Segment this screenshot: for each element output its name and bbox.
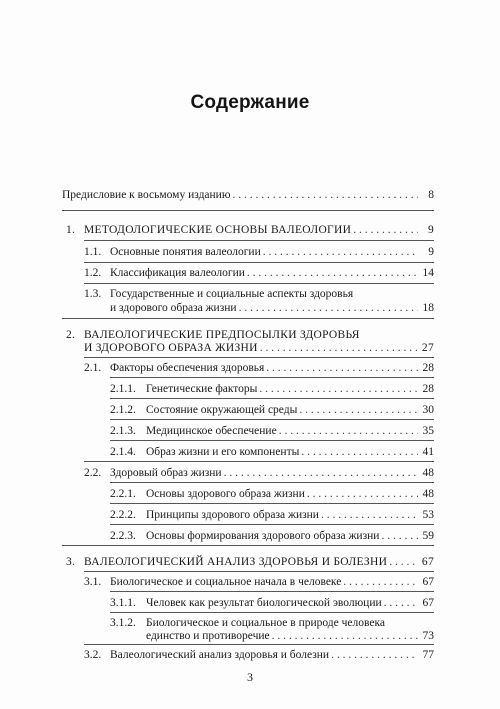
- divider: [84, 357, 434, 358]
- section-number: 2.2.: [84, 467, 102, 479]
- divider: [110, 612, 434, 613]
- toc-entry-page: 59: [422, 530, 434, 542]
- leader-dots: [232, 188, 418, 202]
- toc-subsection-2-1-3[interactable]: [146, 424, 434, 438]
- subsection-number: 2.1.4.: [110, 446, 136, 458]
- leader-dots: [307, 487, 418, 501]
- leader-dots: [384, 596, 418, 610]
- subsection-number: 3.1.1.: [110, 597, 136, 609]
- subsection-number: 2.2.2.: [110, 509, 136, 521]
- toc-entry-text: Основы формирования здорового образа жизни: [146, 530, 380, 542]
- toc-entry-text: Основы здорового образа жизни: [146, 488, 305, 500]
- leader-dots: [224, 466, 418, 480]
- divider: [110, 503, 434, 504]
- toc-entry-text: Человек как результат биологической эволюции: [146, 597, 382, 609]
- toc-entry-page: 67: [422, 576, 434, 588]
- leader-dots: [259, 382, 418, 396]
- section-number: 1.3.: [84, 288, 102, 300]
- toc-section-1-2[interactable]: [110, 266, 434, 280]
- leader-dots: [343, 575, 418, 589]
- divider: [62, 318, 434, 319]
- toc-section-3-2[interactable]: [110, 648, 434, 662]
- divider: [110, 398, 434, 399]
- leader-dots: [247, 266, 418, 280]
- toc-entry-page: 9: [427, 224, 434, 236]
- chapter-number: 2.: [66, 329, 76, 341]
- divider: [110, 377, 434, 378]
- leader-dots: [279, 424, 418, 438]
- toc-subsection-2-2-3[interactable]: [146, 529, 434, 543]
- leader-dots: [381, 529, 418, 543]
- toc-entry-text-line1: Биологическое и социальное в природе человека: [146, 617, 385, 629]
- leader-dots: [272, 629, 418, 643]
- toc-entry-text: Генетические факторы: [146, 383, 258, 395]
- toc-entry-page: 35: [422, 425, 434, 437]
- toc-entry-text-line1: ВАЛЕОЛОГИЧЕСКИЕ ПРЕДПОСЫЛКИ ЗДОРОВЬЯ: [84, 329, 360, 341]
- toc-chapter-3[interactable]: [84, 555, 434, 569]
- divider: [84, 461, 434, 462]
- toc-entry-page: 41: [422, 446, 434, 458]
- subsection-number: 3.1.2.: [110, 617, 136, 629]
- toc-entry-page: 28: [422, 362, 434, 374]
- toc-entry-page: 18: [422, 302, 434, 314]
- divider: [84, 262, 434, 263]
- leader-dots: [389, 555, 418, 569]
- divider: [62, 545, 434, 546]
- divider: [110, 440, 434, 441]
- divider: [110, 419, 434, 420]
- divider: [110, 591, 434, 592]
- toc-entry-page: 27: [421, 342, 434, 354]
- toc-section-2-2[interactable]: [110, 466, 434, 480]
- toc-subsection-3-1-2[interactable]: [146, 629, 434, 643]
- toc-entry-page: 67: [421, 556, 434, 568]
- page-title: Содержание: [190, 92, 310, 113]
- toc-entry-text: Основные понятия валеологии: [110, 246, 261, 258]
- section-number: 3.1.: [84, 576, 102, 588]
- toc-chapter-2[interactable]: [84, 341, 434, 355]
- toc-entry-text: Образ жизни и его компоненты: [146, 446, 300, 458]
- toc-entry-text: Медицинское обеспечение: [146, 425, 277, 437]
- toc-entry-page: 67: [422, 597, 434, 609]
- toc-section-1-3[interactable]: [110, 301, 434, 315]
- toc-chapter-1[interactable]: [84, 223, 434, 237]
- divider: [84, 571, 434, 572]
- toc-section-3-1[interactable]: [110, 575, 434, 589]
- toc-entry-page: 14: [422, 267, 434, 279]
- section-number: 1.2.: [84, 267, 102, 279]
- toc-entry-text: Состояние окружающей среды: [146, 404, 298, 416]
- toc-entry-page: 53: [422, 509, 434, 521]
- toc-entry-page: 28: [422, 383, 434, 395]
- leader-dots: [266, 361, 418, 375]
- section-number: 3.2.: [84, 649, 102, 661]
- leader-dots: [260, 341, 418, 355]
- subsection-number: 2.1.1.: [110, 383, 136, 395]
- toc-subsection-2-1-4[interactable]: [146, 445, 434, 459]
- toc-subsection-3-1-1[interactable]: [146, 596, 434, 610]
- toc-entry-text: Биологическое и социальное начала в человеке: [110, 576, 342, 588]
- toc-section-1-1[interactable]: [110, 245, 434, 259]
- divider: [62, 210, 434, 211]
- toc-entry-text: Предисловие к восьмому изданию: [62, 189, 231, 201]
- chapter-number: 1.: [66, 224, 76, 236]
- toc-entry-page: 73: [422, 630, 434, 642]
- toc-entry-text: МЕТОДОЛОГИЧЕСКИЕ ОСНОВЫ ВАЛЕОЛОГИИ: [84, 224, 352, 236]
- toc-entry-text: ВАЛЕОЛОГИЧЕСКИЙ АНАЛИЗ ЗДОРОВЬЯ И БОЛЕЗНИ: [84, 556, 388, 568]
- section-number: 2.1.: [84, 362, 102, 374]
- subsection-number: 2.2.3.: [110, 530, 136, 542]
- toc-entry-text: Здоровый образ жизни: [110, 467, 222, 479]
- leader-dots: [301, 445, 418, 459]
- toc-entry-page: 30: [422, 404, 434, 416]
- divider: [84, 644, 434, 645]
- toc-subsection-2-2-2[interactable]: [146, 508, 434, 522]
- toc-subsection-2-1-1[interactable]: [146, 382, 434, 396]
- leader-dots: [263, 245, 418, 259]
- subsection-number: 2.2.1.: [110, 488, 136, 500]
- divider: [84, 240, 434, 241]
- toc-entry-page: 48: [422, 488, 434, 500]
- toc-entry-text: Принципы здорового образа жизни: [146, 509, 319, 521]
- toc-entry-page: 77: [422, 649, 434, 661]
- toc-entry-page: 8: [428, 189, 434, 201]
- toc-entry-page: 48: [422, 467, 434, 479]
- toc-entry-text: Валеологический анализ здоровья и болезни: [110, 649, 330, 661]
- subsection-number: 2.1.2.: [110, 404, 136, 416]
- section-number: 1.1.: [84, 246, 102, 258]
- chapter-number: 3.: [66, 556, 76, 568]
- divider: [84, 283, 434, 284]
- toc-entry-text: И ЗДОРОВОГО ОБРАЗА ЖИЗНИ: [84, 342, 258, 354]
- toc-entry-preface[interactable]: [62, 188, 434, 202]
- divider: [110, 524, 434, 525]
- toc-entry-text-line1: Государственные и социальные аспекты здоровья: [110, 288, 354, 300]
- toc-entry-page: 9: [428, 246, 434, 258]
- toc-section-2-1[interactable]: [110, 361, 434, 375]
- toc-subsection-2-2-1[interactable]: [146, 487, 434, 501]
- leader-dots: [299, 403, 418, 417]
- leader-dots: [353, 223, 418, 237]
- toc-subsection-2-1-2[interactable]: [146, 403, 434, 417]
- leader-dots: [331, 648, 418, 662]
- leader-dots: [321, 508, 418, 522]
- toc-entry-text: Классификация валеологии: [110, 267, 245, 279]
- page-number: 3: [247, 670, 253, 684]
- toc-entry-text: и здорового образа жизни: [110, 302, 237, 314]
- toc-entry-text: единство и противоречие: [146, 630, 270, 642]
- subsection-number: 2.1.3.: [110, 425, 136, 437]
- leader-dots: [239, 301, 418, 315]
- divider: [110, 482, 434, 483]
- toc-entry-text: Факторы обеспечения здоровья: [110, 362, 265, 374]
